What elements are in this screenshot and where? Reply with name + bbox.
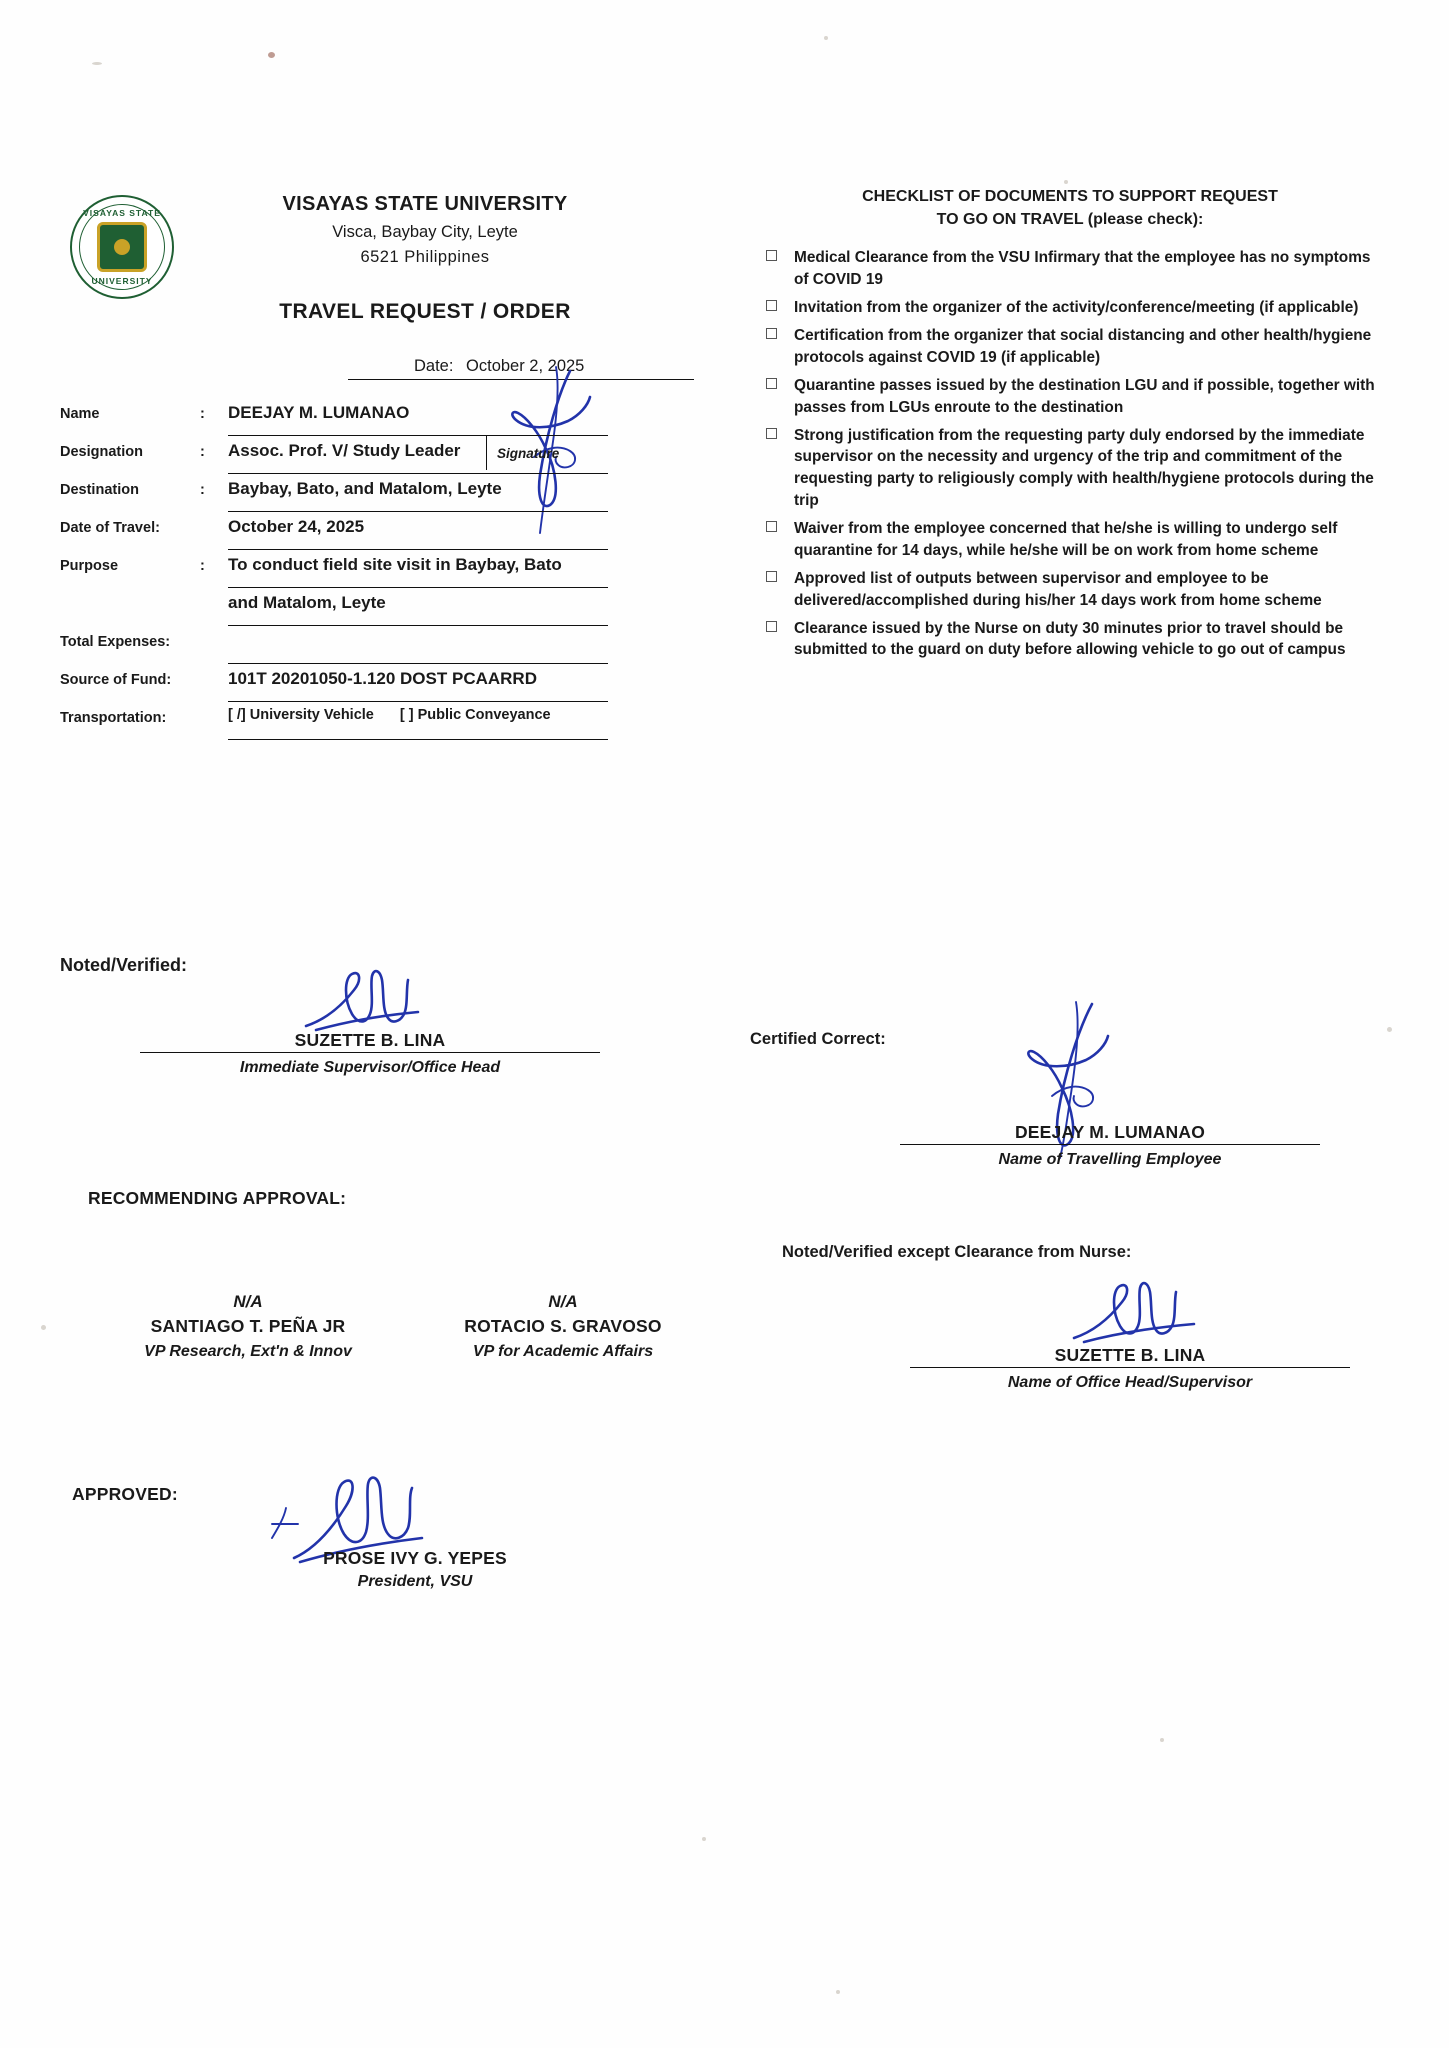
vp-research-name: SANTIAGO T. PEÑA JR [150, 1316, 346, 1336]
field-row-purpose-cont [60, 590, 720, 628]
field-value-date-of-travel: October 24, 2025 [228, 517, 365, 536]
traveller-rule [900, 1144, 1320, 1145]
checkbox-icon[interactable] [766, 428, 777, 439]
scan-speck [92, 62, 102, 65]
office-head-rule [910, 1367, 1350, 1368]
president-role: President, VSU [357, 1573, 473, 1590]
field-label-designation: Designation [60, 444, 143, 460]
signature-block-traveller [900, 1122, 1320, 1169]
scan-speck [1160, 1738, 1164, 1742]
field-label-destination: Destination [60, 482, 139, 498]
field-value-designation: Assoc. Prof. V/ Study Leader [228, 441, 461, 460]
field-row-date-of-travel [60, 514, 720, 552]
vp-research-na: N/A [233, 1292, 263, 1311]
field-rule-source-of-fund [228, 701, 608, 702]
checklist-item-label: Approved list of outputs between supervisor and employee to be delivered/accomplished during his/her 14 days work from home scheme [794, 569, 1322, 609]
office-head-name: SUZETTE B. LINA [1054, 1345, 1206, 1365]
checkbox-icon[interactable] [766, 521, 777, 532]
checklist-item-label: Quarantine passes issued by the destination LGU and if possible, together with passes from LGUs enroute to the destination [794, 376, 1375, 416]
university-address: Visca, Baybay City, Leyte [332, 223, 518, 241]
checklist-item[interactable] [760, 247, 1380, 291]
checklist-item[interactable] [760, 325, 1380, 369]
university-name: VISAYAS STATE UNIVERSITY [282, 193, 568, 215]
travel-fields [60, 400, 720, 742]
field-rule-purpose [228, 587, 608, 588]
field-label-source-of-fund: Source of Fund: [60, 672, 172, 688]
signature-scribble-supervisor-left [300, 960, 430, 1040]
checklist-title-line2: TO GO ON TRAVEL (please check): [936, 211, 1204, 229]
checklist-item[interactable] [760, 425, 1380, 513]
checkbox-icon[interactable] [766, 250, 777, 261]
date-value: October 2, 2025 [466, 357, 585, 375]
field-label-purpose: Purpose [60, 558, 119, 574]
checklist-item-label: Strong justification from the requesting party duly endorsed by the immediate supervisor on the necessity and urgency of the trip and commitment of the requesting party to religiously comply with health/hygiene protocols during the trip [794, 426, 1374, 510]
field-value-purpose-cont: and Matalom, Leyte [228, 593, 386, 612]
checkbox-icon[interactable] [766, 571, 777, 582]
traveller-name: DEEJAY M. LUMANAO [1014, 1122, 1206, 1142]
vp-academic-na: N/A [548, 1292, 578, 1311]
field-rule-designation [228, 473, 608, 474]
checklist-panel [760, 185, 1380, 667]
field-colon-name: : [200, 406, 205, 422]
recommending-approval-label: RECOMMENDING APPROVAL: [88, 1188, 347, 1208]
signature-block-vp-academic [410, 1292, 716, 1361]
checklist-item[interactable] [760, 618, 1380, 662]
field-rule-date-of-travel [228, 549, 608, 550]
vp-academic-name: ROTACIO S. GRAVOSO [464, 1316, 662, 1336]
field-rule-purpose-cont [228, 625, 608, 626]
scan-speck [268, 52, 275, 58]
checkbox-icon[interactable] [766, 378, 777, 389]
field-row-name [60, 400, 720, 438]
signature-scribble-office-head [1068, 1272, 1208, 1352]
field-colon-purpose: : [200, 558, 205, 574]
checkbox-icon[interactable] [766, 621, 777, 632]
checkbox-icon[interactable] [766, 328, 777, 339]
checklist-item-label: Medical Clearance from the VSU Infirmary that the employee has no symptoms of COVID 19 [794, 249, 1371, 289]
transportation-options [228, 707, 551, 723]
field-row-source-of-fund [60, 666, 720, 704]
checklist-items [760, 247, 1380, 661]
vp-academic-role: VP for Academic Affairs [472, 1343, 654, 1360]
field-row-purpose [60, 552, 720, 590]
noted-verified-label: Noted/Verified: [60, 955, 188, 975]
checklist-title [774, 185, 1366, 231]
field-label-transportation: Transportation: [60, 710, 167, 726]
certified-correct-label: Certified Correct: [750, 1030, 886, 1048]
field-value-purpose: To conduct field site visit in Baybay, Bato [228, 555, 562, 574]
field-rule-destination [228, 511, 608, 512]
field-row-transportation [60, 704, 720, 742]
field-rule-total-expenses [228, 663, 608, 664]
transport-option-public[interactable]: [ ] Public Conveyance [399, 707, 551, 723]
checklist-item[interactable] [760, 568, 1380, 612]
noted-except-nurse-label: Noted/Verified except Clearance from Nurse: [782, 1243, 1132, 1261]
scan-speck [702, 1837, 706, 1841]
transport-option-university[interactable]: [ /] University Vehicle [228, 707, 374, 723]
scan-speck [836, 1990, 840, 1994]
supervisor-rule [140, 1052, 600, 1053]
supervisor-name: SUZETTE B. LINA [294, 1030, 446, 1050]
checklist-item[interactable] [760, 297, 1380, 319]
field-value-source-of-fund: 101T 20201050-1.120 DOST PCAARRD [228, 669, 537, 688]
scan-speck [824, 36, 828, 40]
scan-speck [41, 1325, 46, 1330]
checklist-item-label: Invitation from the organizer of the activity/conference/meeting (if applicable) [794, 299, 1359, 317]
field-row-total-expenses [60, 628, 720, 666]
field-rule-transportation [228, 739, 608, 740]
field-label-total-expenses: Total Expenses: [60, 634, 171, 650]
signature-block-office-head [910, 1345, 1350, 1392]
checklist-item-label: Certification from the organizer that social distancing and other health/hygiene protocols against COVID 19 (if applicable) [794, 327, 1372, 366]
field-label-date-of-travel: Date of Travel: [60, 520, 160, 536]
scan-speck [1387, 1027, 1392, 1032]
seal-arc-bottom-text: UNIVERSITY [91, 276, 153, 286]
scan-speck [1064, 180, 1068, 184]
field-value-destination: Baybay, Bato, and Matalom, Leyte [228, 479, 502, 498]
form-title: TRAVEL REQUEST / ORDER [279, 300, 571, 323]
date-label: Date: [414, 357, 454, 375]
supervisor-role: Immediate Supervisor/Office Head [239, 1059, 501, 1076]
office-head-role: Name of Office Head/Supervisor [1007, 1374, 1253, 1391]
checklist-item[interactable] [760, 518, 1380, 562]
letterhead [200, 193, 650, 267]
signature-block-vp-research [100, 1292, 396, 1361]
president-name: PROSE IVY G. YEPES [323, 1548, 507, 1568]
field-row-designation [60, 438, 720, 476]
field-label-name: Name [60, 406, 100, 422]
university-country: 6521 Philippines [360, 248, 490, 266]
checklist-item-label: Waiver from the employee concerned that he/she is willing to undergo self quarantine for 14 days, while he/she will be on work from home scheme [794, 520, 1338, 559]
field-value-name: DEEJAY M. LUMANAO [228, 403, 410, 422]
field-row-destination [60, 476, 720, 514]
field-colon-destination: : [200, 482, 205, 498]
checkbox-icon[interactable] [766, 300, 777, 311]
signature-block-president [200, 1548, 630, 1591]
signature-caption: Signature [486, 436, 559, 470]
vp-research-role: VP Research, Ext'n & Innov [144, 1343, 352, 1360]
traveller-role: Name of Travelling Employee [998, 1151, 1222, 1168]
field-colon-designation: : [200, 444, 205, 460]
checklist-title-line1: CHECKLIST OF DOCUMENTS TO SUPPORT REQUEST [862, 188, 1278, 205]
signature-block-supervisor [140, 1030, 600, 1077]
checklist-item[interactable] [760, 375, 1380, 419]
approved-label: APPROVED: [72, 1484, 178, 1504]
seal-arc-top-text: VISAYAS STATE [83, 208, 161, 218]
university-seal-icon [70, 195, 174, 299]
checklist-item-label: Clearance issued by the Nurse on duty 30 minutes prior to travel should be submitted to the guard on duty before allowing vehicle to go out of campus [794, 619, 1346, 659]
